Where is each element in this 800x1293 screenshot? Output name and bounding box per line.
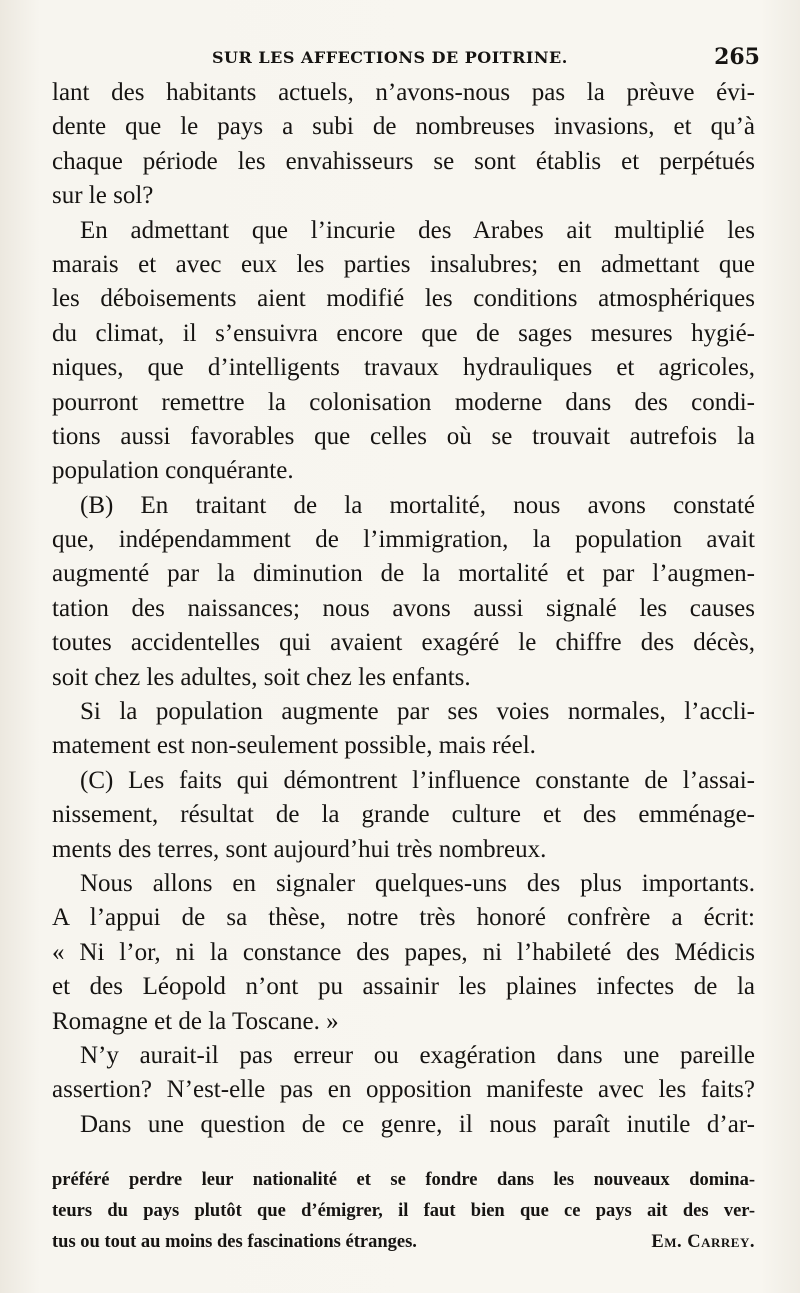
text-line: « Ni l’or, ni la constance des papes, ni l’habileté des Médicis (52, 938, 755, 966)
text-line: N’y aurait-il pas erreur ou exagération dans une pareille (80, 1041, 755, 1069)
footnote-line: teurs du pays plutôt que d’émigrer, il faut bien que ce pays ait des ver- (52, 1201, 755, 1221)
text-line: (B) En traitant de la mortalité, nous avons constaté (80, 491, 755, 519)
text-line: ments des terres, sont aujourd’hui très nombreux. (52, 835, 547, 863)
text-line: pourront remettre la colonisation moderne dans des condi- (52, 388, 755, 416)
body-text (52, 76, 755, 1142)
text-line: augmenté par la diminution de la mortalité et par l’augmen- (52, 560, 755, 588)
text-line: sur le sol? (52, 182, 154, 210)
footnote-last-line (52, 1227, 755, 1258)
running-title: SUR LES AFFECTIONS DE POITRINE. (212, 48, 568, 67)
page-header (52, 44, 760, 74)
text-line: marais et avec eux les parties insalubres; en admettant que (52, 250, 755, 278)
text-line: tions aussi favorables que celles où se trouvait autrefois la (52, 422, 755, 450)
text-line: et des Léopold n’ont pu assainir les plaines infectes de la (52, 973, 755, 1001)
text-line: soit chez les adultes, soit chez les enfants. (52, 663, 471, 691)
text-line: niques, que d’intelligents travaux hydrauliques et agricoles, (52, 354, 755, 382)
text-line: les déboisements aient modifié les conditions atmosphériques (52, 285, 755, 313)
text-line: matement est non-seulement possible, mais réel. (52, 732, 536, 760)
text-line: population conquérante. (52, 457, 294, 485)
footnote-line: tus ou tout au moins des fascinations étranges. (52, 1232, 417, 1252)
text-line: nissement, résultat de la grande culture et des emménage- (52, 801, 755, 829)
text-line: (C) Les faits qui démontrent l’influence constante de l’assai- (80, 766, 755, 794)
footnote (52, 1165, 755, 1258)
text-line: En admettant que l’incurie des Arabes ait multiplié les (80, 216, 755, 244)
text-line: chaque période les envahisseurs se sont établis et perpétués (52, 147, 755, 175)
text-line: lant des habitants actuels, n’avons-nous pas la prèuve évi- (52, 79, 755, 106)
text-line: Dans une question de ce genre, il nous paraît inutile d’ar- (80, 1110, 755, 1138)
text-line: Si la population augmente par ses voies normales, l’accli- (80, 698, 755, 726)
text-line: Romagne et de la Toscane. » (52, 1007, 339, 1035)
text-line: dente que le pays a subi de nombreuses invasions, et qu’à (52, 113, 755, 141)
footnote-line: préféré perdre leur nationalité et se fondre dans les nouveaux domina- (52, 1170, 755, 1190)
text-line: toutes accidentelles qui avaient exagéré le chiffre des décès, (52, 629, 755, 657)
text-line: tation des naissances; nous avons aussi signalé les causes (52, 594, 755, 622)
footnote-signature: Em. Carrey. (651, 1232, 755, 1252)
text-line: A l’appui de sa thèse, notre très honoré confrère a écrit: (52, 904, 755, 932)
text-line: du climat, il s’ensuivra encore que de sages mesures hygié- (52, 319, 755, 347)
text-line: assertion? N’est-elle pas en opposition manifeste avec les faits? (52, 1076, 755, 1104)
text-line: que, indépendamment de l’immigration, la population avait (52, 526, 755, 554)
text-line: Nous allons en signaler quelques-uns des plus importants. (80, 869, 755, 897)
page-number: 265 (714, 44, 760, 70)
